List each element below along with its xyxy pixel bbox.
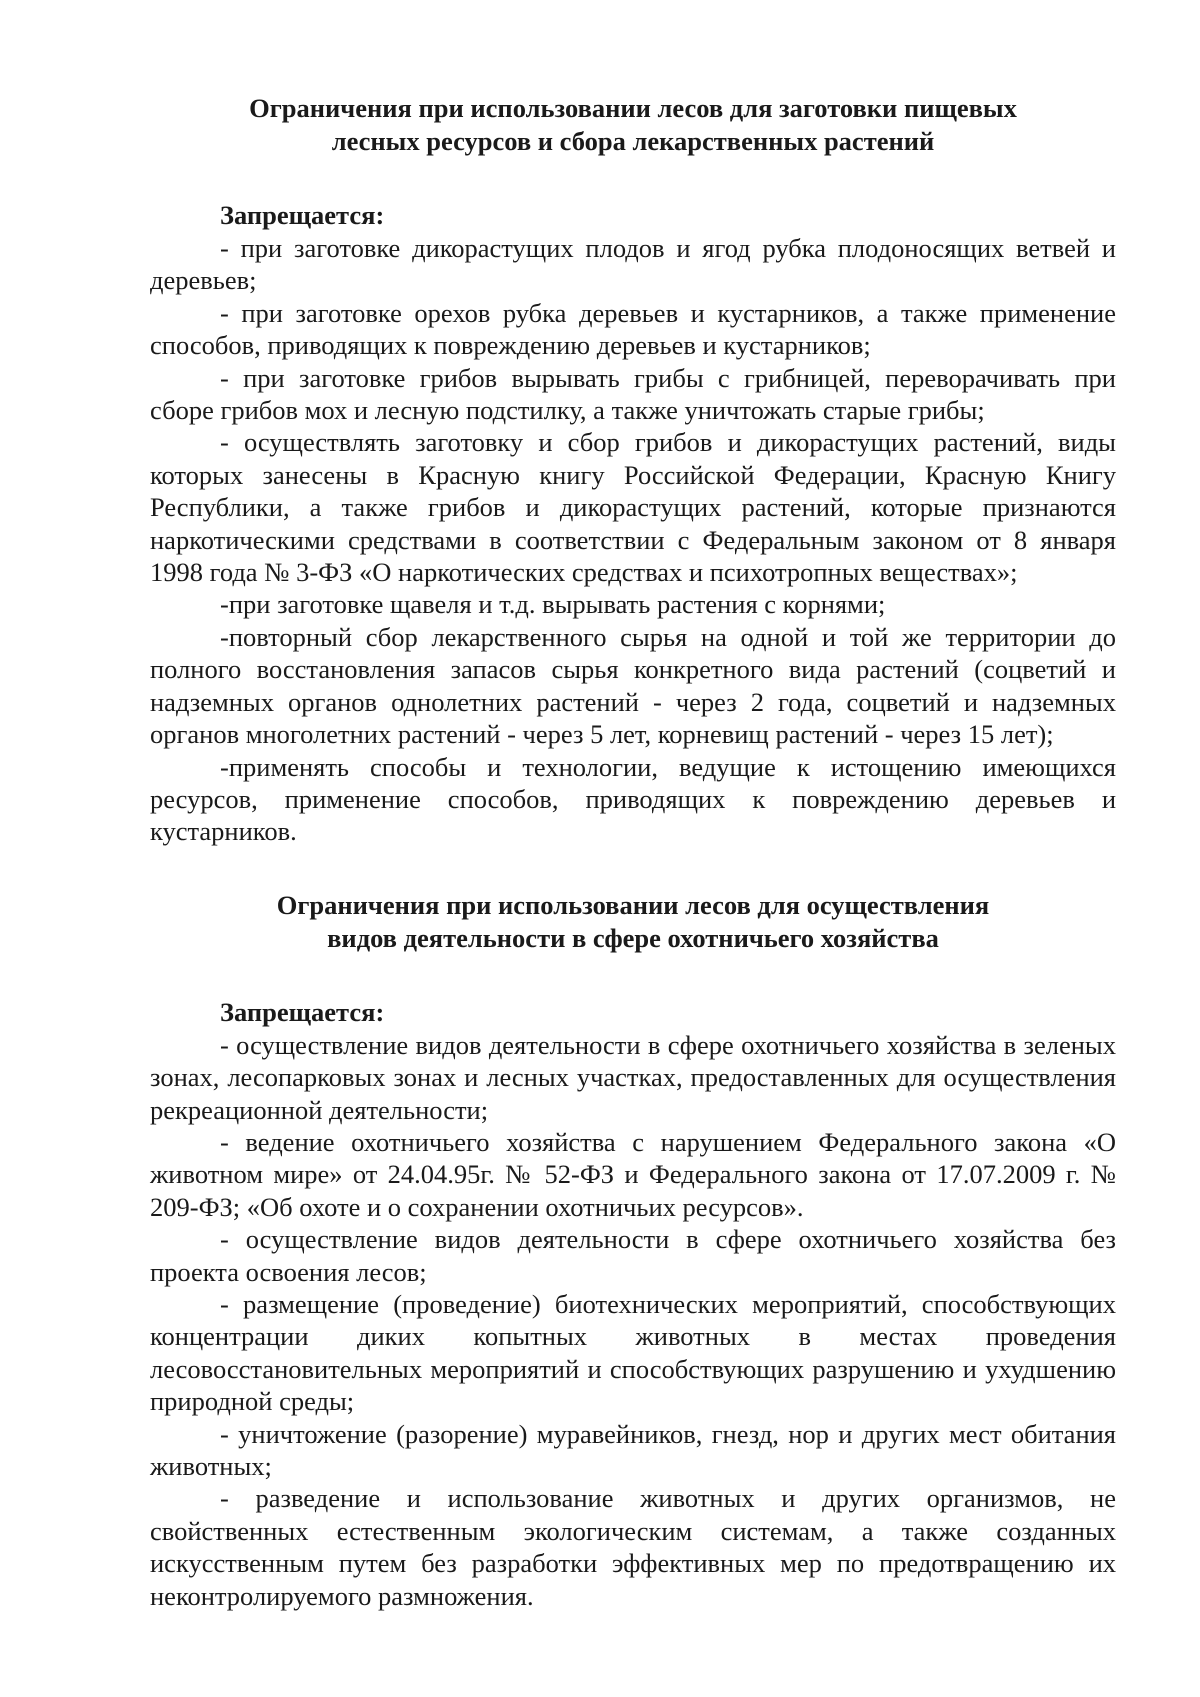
section-title-line: Ограничения при использовании лесов для осуществления: [276, 889, 990, 920]
restriction-item: - разведение и использование животных и других организмов, не свойственных естественным экологическим системам, а также созданных искусственным путем без разработки эффективных мер по предотвращению их неконтролируемого размножения.: [150, 1483, 1116, 1611]
section-title-line: лесных ресурсов и сбора лекарственных растений: [331, 126, 935, 156]
restriction-item: -повторный сбор лекарственного сырья на одной и той же территории до полного восстановления запасов сырья конкретного вида растений (соцветий и надземных органов однолетних растений - через 2 года, соцветий и надземных органов многолетних растений - через 5 лет, корневищ растений - через 15 лет);: [150, 621, 1116, 750]
restriction-item: -применять способы и технологии, ведущие к истощению имеющихся ресурсов, применение способов, приводящих к повреждению деревьев и кустарников.: [150, 751, 1116, 847]
restriction-item: - при заготовке дикорастущих плодов и ягод рубка плодоносящих ветвей и деревьев;: [150, 233, 1116, 296]
restriction-item: - при заготовке орехов рубка деревьев и кустарников, а также применение способов, приводящих к повреждению деревьев и кустарников;: [150, 297, 1116, 361]
restriction-item: - при заготовке грибов вырывать грибы с грибницей, переворачивать при сборе грибов мох и лесную подстилку, а также уничтожать старые грибы;: [150, 362, 1116, 426]
section-title-line: Ограничения при использовании лесов для заготовки пищевых: [249, 93, 1017, 123]
restriction-item: -при заготовке щавеля и т.д. вырывать растения с корнями;: [220, 589, 886, 620]
section-title-line: видов деятельности в сфере охотничьего хозяйства: [327, 922, 939, 953]
restriction-item: - размещение (проведение) биотехнических мероприятий, способствующих концентрации диких копытных животных в местах проведения лесовосстановительных мероприятий и способствующих разрушению и ухудшению природной среды;: [150, 1288, 1116, 1417]
section-hunting: [150, 889, 1116, 1612]
section-title: [150, 92, 1116, 158]
prohibited-label: Запрещается:: [220, 996, 385, 1027]
restriction-item: - осуществление видов деятельности в сфере охотничьего хозяйства в зеленых зонах, лесопарковых зонах и лесных участках, предоставленных для осуществления рекреационной деятельности;: [150, 1029, 1116, 1125]
document-page: [150, 92, 1116, 1612]
section-title: [150, 889, 1116, 955]
section-food-resources: [150, 92, 1116, 848]
restriction-item: - уничтожение (разорение) муравейников, гнезд, нор и других мест обитания животных;: [150, 1418, 1116, 1481]
restriction-item: - ведение охотничьего хозяйства с нарушением Федерального закона «О животном мире» от 24.04.95г. № 52-ФЗ и Федерального закона от 17.07.2009 г. № 209-ФЗ; «Об охоте и о сохранении охотничьих ресурсов».: [150, 1126, 1116, 1222]
prohibited-label: Запрещается:: [220, 200, 385, 230]
restriction-item: - осуществлять заготовку и сбор грибов и дикорастущих растений, виды которых занесены в Красную книгу Российской Федерации, Красную Книгу Республики, а также грибов и дикорастущих растений, которые признаются наркотическими средствами в соответствии с Федеральным законом от 8 января 1998 года № 3-ФЗ «О наркотических средствах и психотропных веществах»;: [150, 427, 1116, 588]
restriction-item: - осуществление видов деятельности в сфере охотничьего хозяйства без проекта освоения лесов;: [150, 1224, 1116, 1287]
